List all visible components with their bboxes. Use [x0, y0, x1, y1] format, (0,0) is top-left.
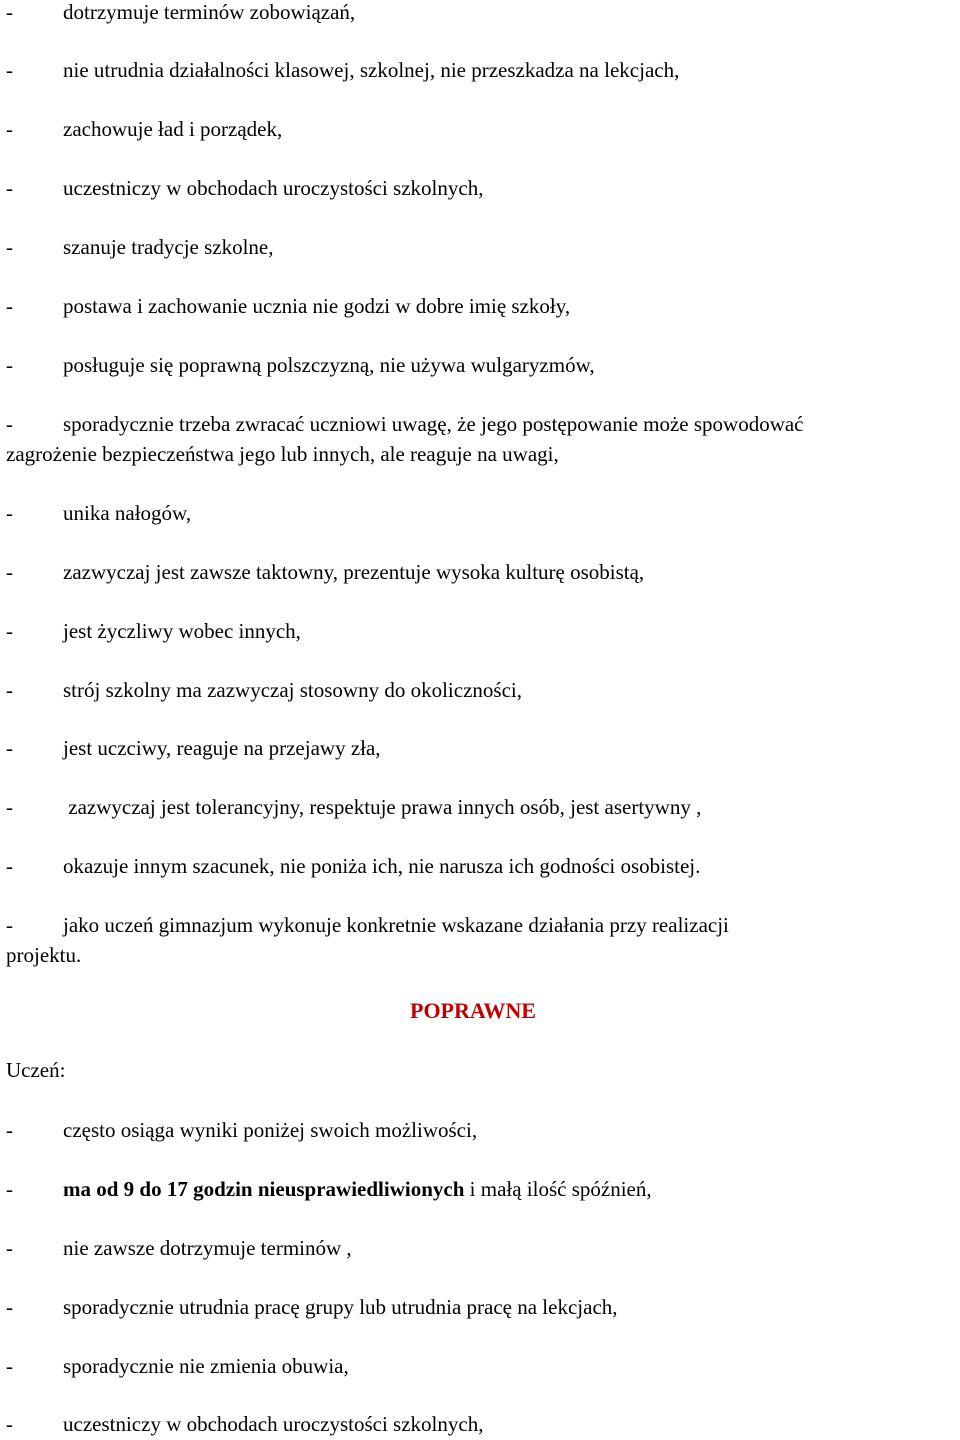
- list-item: [6, 678, 960, 702]
- list-item: [6, 1295, 960, 1319]
- dash-bullet: -: [6, 736, 13, 760]
- list-item: [6, 117, 960, 141]
- list-item-continuation: zagrożenie bezpieczeństwa jego lub innych, ale reaguje na uwagi,: [6, 442, 559, 466]
- list-item-text: jest uczciwy, reaguje na przejawy zła,: [63, 736, 381, 760]
- list-item-text: strój szkolny ma zazwyczaj stosowny do okoliczności,: [63, 678, 522, 702]
- dash-bullet: -: [6, 501, 13, 525]
- list-item: [6, 560, 960, 584]
- list-item-text: uczestniczy w obchodach uroczystości szkolnych,: [63, 1412, 484, 1436]
- list-item: [6, 1118, 960, 1142]
- dash-bullet: -: [6, 1295, 13, 1319]
- dash-bullet: -: [6, 913, 13, 937]
- list-item: [6, 501, 960, 525]
- dash-bullet: -: [6, 176, 13, 200]
- section-heading: POPRAWNE: [410, 998, 536, 1023]
- list-item-text: jest życzliwy wobec innych,: [63, 619, 301, 643]
- dash-bullet: -: [6, 353, 13, 377]
- dash-bullet: -: [6, 235, 13, 259]
- list-item: [6, 736, 960, 760]
- dash-bullet: -: [6, 412, 13, 436]
- dash-bullet: -: [6, 1354, 13, 1378]
- list-item: [6, 795, 960, 819]
- list-item-text: sporadycznie trzeba zwracać uczniowi uwagę, że jego postępowanie może spowodować: [63, 412, 804, 436]
- dash-bullet: -: [6, 560, 13, 584]
- list-item-bold-text: ma od 9 do 17 godzin nieusprawiedliwionych: [63, 1177, 465, 1201]
- list-item-text: dotrzymuje terminów zobowiązań,: [63, 0, 356, 24]
- dash-bullet: -: [6, 854, 13, 878]
- list-item-continuation: projektu.: [6, 943, 82, 967]
- list-item: [6, 235, 960, 259]
- student-label: Uczeń:: [6, 1058, 66, 1082]
- list-item: [6, 176, 960, 200]
- list-item: [6, 412, 960, 436]
- dash-bullet: -: [6, 619, 13, 643]
- list-item: [6, 1412, 960, 1436]
- dash-bullet: -: [6, 117, 13, 141]
- dash-bullet: -: [6, 1236, 13, 1260]
- dash-bullet: -: [6, 1177, 13, 1201]
- list-item: [6, 294, 960, 318]
- list-item: [6, 1354, 960, 1378]
- list-item: [6, 353, 960, 377]
- list-item-text: zazwyczaj jest zawsze taktowny, prezentuje wysoka kulturę osobistą,: [63, 560, 645, 584]
- dash-bullet: -: [6, 795, 13, 819]
- list-item-text: posługuje się poprawną polszczyzną, nie używa wulgaryzmów,: [63, 353, 595, 377]
- list-item: [6, 58, 960, 82]
- list-item-text: postawa i zachowanie ucznia nie godzi w dobre imię szkoły,: [63, 294, 571, 318]
- list-item-text: zachowuje ład i porządek,: [63, 117, 283, 141]
- dash-bullet: -: [6, 1412, 13, 1436]
- list-item: [6, 1177, 960, 1201]
- list-item-text: okazuje innym szacunek, nie poniża ich, nie narusza ich godności osobistej.: [63, 854, 701, 878]
- list-item-text: i małą ilość spóźnień,: [464, 1177, 652, 1201]
- list-item-text: sporadycznie utrudnia pracę grupy lub utrudnia pracę na lekcjach,: [63, 1295, 618, 1319]
- list-item-text: nie utrudnia działalności klasowej, szkolnej, nie przeszkadza na lekcjach,: [63, 58, 680, 82]
- list-item: [6, 619, 960, 643]
- list-item-text: jako uczeń gimnazjum wykonuje konkretnie wskazane działania przy realizacji: [63, 913, 729, 937]
- dash-bullet: -: [6, 0, 13, 24]
- list-item-text: zazwyczaj jest tolerancyjny, respektuje prawa innych osób, jest asertywny ,: [63, 795, 702, 819]
- list-item-text: często osiąga wyniki poniżej swoich możliwości,: [63, 1118, 478, 1142]
- list-item-text: unika nałogów,: [63, 501, 192, 525]
- list-item-text: uczestniczy w obchodach uroczystości szkolnych,: [63, 176, 484, 200]
- dash-bullet: -: [6, 294, 13, 318]
- dash-bullet: -: [6, 678, 13, 702]
- list-item: [6, 913, 960, 937]
- list-item-text: nie zawsze dotrzymuje terminów ,: [63, 1236, 352, 1260]
- dash-bullet: -: [6, 1118, 13, 1142]
- list-item: [6, 1236, 960, 1260]
- list-item: [6, 0, 960, 24]
- list-item-text: szanuje tradycje szkolne,: [63, 235, 274, 259]
- list-item-text: sporadycznie nie zmienia obuwia,: [63, 1354, 349, 1378]
- dash-bullet: -: [6, 58, 13, 82]
- list-item: [6, 854, 960, 878]
